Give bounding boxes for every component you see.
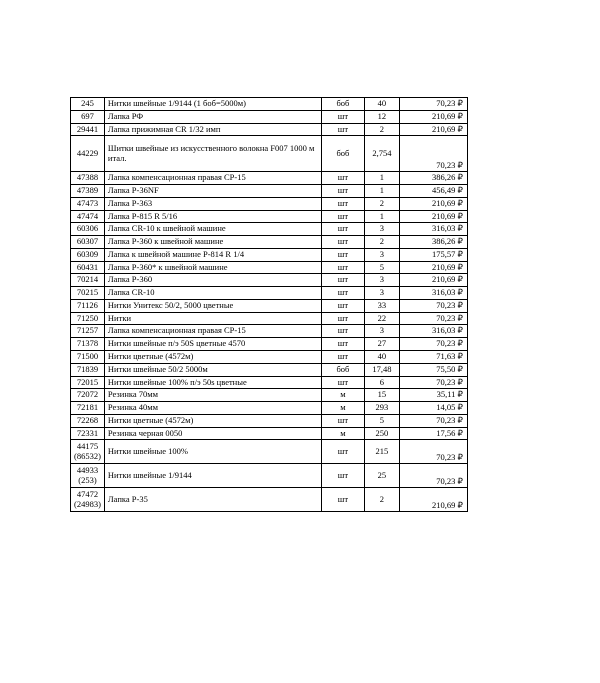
cell-name: Нитки швейные п/э 50S цветные 4570 (104, 338, 321, 351)
cell-unit: м (321, 402, 364, 415)
cell-code: 47473 (71, 197, 105, 210)
cell-price: 70,23 ₽ (399, 376, 467, 389)
cell-unit: шт (321, 488, 364, 512)
cell-price: 210,69 ₽ (399, 110, 467, 123)
table-row (71, 274, 468, 287)
cell-qty: 2 (364, 123, 399, 136)
cell-unit: шт (321, 312, 364, 325)
cell-code: 72331 (71, 427, 105, 440)
table-row (71, 363, 468, 376)
cell-price: 70,23 ₽ (399, 312, 467, 325)
cell-price: 35,11 ₽ (399, 389, 467, 402)
table-row (71, 325, 468, 338)
cell-code: 71257 (71, 325, 105, 338)
goods-table (70, 97, 468, 512)
cell-qty: 12 (364, 110, 399, 123)
cell-price: 70,23 ₽ (399, 98, 467, 111)
table-row (71, 110, 468, 123)
cell-price: 316,03 ₽ (399, 287, 467, 300)
cell-code: 245 (71, 98, 105, 111)
cell-price: 70,23 ₽ (399, 136, 467, 172)
table-row (71, 351, 468, 364)
table-row (71, 261, 468, 274)
cell-qty: 3 (364, 248, 399, 261)
cell-qty: 2 (364, 488, 399, 512)
cell-qty: 22 (364, 312, 399, 325)
cell-unit: шт (321, 110, 364, 123)
cell-name: Лапка компенсационная правая CP-15 (104, 172, 321, 185)
cell-qty: 2 (364, 197, 399, 210)
cell-price: 210,69 ₽ (399, 210, 467, 223)
cell-qty: 293 (364, 402, 399, 415)
table-row (71, 287, 468, 300)
cell-unit: м (321, 389, 364, 402)
table-row (71, 136, 468, 172)
cell-code: 72072 (71, 389, 105, 402)
table-row (71, 185, 468, 198)
table-row (71, 197, 468, 210)
table-row (71, 389, 468, 402)
cell-qty: 5 (364, 414, 399, 427)
cell-unit: шт (321, 223, 364, 236)
cell-price: 316,03 ₽ (399, 223, 467, 236)
cell-price: 70,23 ₽ (399, 414, 467, 427)
table-row (71, 376, 468, 389)
cell-code: 71378 (71, 338, 105, 351)
cell-price: 210,69 ₽ (399, 488, 467, 512)
cell-name: Лапка CR-10 (104, 287, 321, 300)
cell-name: Лапка к швейной машине P-814 R 1/4 (104, 248, 321, 261)
table-row (71, 427, 468, 440)
cell-name: Нитки швейные 1/9144 (104, 464, 321, 488)
cell-name: Лапка CR-10 к швейной машине (104, 223, 321, 236)
cell-qty: 3 (364, 223, 399, 236)
table-row (71, 402, 468, 415)
cell-price: 175,57 ₽ (399, 248, 467, 261)
cell-name: Резинка черная 0050 (104, 427, 321, 440)
cell-qty: 1 (364, 185, 399, 198)
cell-code: 71839 (71, 363, 105, 376)
table-row (71, 172, 468, 185)
cell-code: 60309 (71, 248, 105, 261)
cell-qty: 3 (364, 325, 399, 338)
cell-name: Лапка P-360 (104, 274, 321, 287)
cell-qty: 33 (364, 299, 399, 312)
cell-name: Нитки (104, 312, 321, 325)
cell-unit: шт (321, 325, 364, 338)
cell-code: 60306 (71, 223, 105, 236)
cell-name: Лапка P-363 (104, 197, 321, 210)
cell-price: 456,49 ₽ (399, 185, 467, 198)
cell-code: 29441 (71, 123, 105, 136)
cell-qty: 5 (364, 261, 399, 274)
cell-qty: 40 (364, 351, 399, 364)
cell-name: Лапка P-35 (104, 488, 321, 512)
cell-code: 70215 (71, 287, 105, 300)
cell-name: Резинка 70мм (104, 389, 321, 402)
cell-code: 47389 (71, 185, 105, 198)
cell-unit: шт (321, 197, 364, 210)
cell-price: 316,03 ₽ (399, 325, 467, 338)
cell-code: 60431 (71, 261, 105, 274)
cell-price: 75,50 ₽ (399, 363, 467, 376)
cell-qty: 1 (364, 210, 399, 223)
cell-qty: 27 (364, 338, 399, 351)
cell-unit: шт (321, 287, 364, 300)
cell-code: 71500 (71, 351, 105, 364)
cell-qty: 1 (364, 172, 399, 185)
cell-unit: боб (321, 98, 364, 111)
cell-qty: 17,48 (364, 363, 399, 376)
table-row (71, 464, 468, 488)
table-row (71, 210, 468, 223)
table-row (71, 488, 468, 512)
table-row (71, 236, 468, 249)
cell-unit: шт (321, 261, 364, 274)
cell-qty: 3 (364, 287, 399, 300)
cell-unit: шт (321, 248, 364, 261)
cell-unit: шт (321, 123, 364, 136)
table-row (71, 98, 468, 111)
goods-table-body (71, 98, 468, 512)
cell-qty: 25 (364, 464, 399, 488)
cell-price: 210,69 ₽ (399, 123, 467, 136)
cell-name: Лапка компенсационная правая CP-15 (104, 325, 321, 338)
cell-unit: шт (321, 376, 364, 389)
table-row (71, 223, 468, 236)
cell-name: Шитки швейные из искусственного волокна F007 1000 м итал. (104, 136, 321, 172)
cell-price: 71,63 ₽ (399, 351, 467, 364)
cell-unit: шт (321, 172, 364, 185)
cell-code: 72181 (71, 402, 105, 415)
cell-qty: 215 (364, 440, 399, 464)
cell-unit: м (321, 427, 364, 440)
cell-name: Нитки швейные 100% (104, 440, 321, 464)
cell-unit: шт (321, 440, 364, 464)
cell-unit: шт (321, 464, 364, 488)
cell-unit: боб (321, 136, 364, 172)
cell-code: 72015 (71, 376, 105, 389)
cell-price: 210,69 ₽ (399, 261, 467, 274)
cell-code: 71250 (71, 312, 105, 325)
table-row (71, 312, 468, 325)
cell-code: 697 (71, 110, 105, 123)
cell-unit: шт (321, 414, 364, 427)
cell-price: 70,23 ₽ (399, 338, 467, 351)
table-row (71, 299, 468, 312)
cell-price: 70,23 ₽ (399, 440, 467, 464)
cell-qty: 2 (364, 236, 399, 249)
cell-unit: шт (321, 236, 364, 249)
table-row (71, 414, 468, 427)
table-row (71, 123, 468, 136)
cell-code: 47474 (71, 210, 105, 223)
cell-price: 210,69 ₽ (399, 274, 467, 287)
cell-name: Нитки цветные (4572м) (104, 351, 321, 364)
cell-price: 70,23 ₽ (399, 464, 467, 488)
cell-code: 44175 (86532) (71, 440, 105, 464)
cell-unit: шт (321, 185, 364, 198)
cell-code: 60307 (71, 236, 105, 249)
cell-name: Лапка прижимная CR 1/32 имп (104, 123, 321, 136)
cell-code: 71126 (71, 299, 105, 312)
cell-code: 47472 (24983) (71, 488, 105, 512)
cell-name: Лапка РФ (104, 110, 321, 123)
cell-name: Нитки Унитекс 50/2, 5000 цветные (104, 299, 321, 312)
cell-name: Нитки швейные 100% п/э 50s цветные (104, 376, 321, 389)
cell-qty: 3 (364, 274, 399, 287)
cell-unit: шт (321, 338, 364, 351)
cell-qty: 15 (364, 389, 399, 402)
cell-qty: 2,754 (364, 136, 399, 172)
table-row (71, 440, 468, 464)
cell-qty: 6 (364, 376, 399, 389)
cell-price: 70,23 ₽ (399, 299, 467, 312)
cell-code: 44933 (253) (71, 464, 105, 488)
table-row (71, 338, 468, 351)
cell-qty: 40 (364, 98, 399, 111)
cell-name: Лапка P-36NF (104, 185, 321, 198)
cell-price: 210,69 ₽ (399, 197, 467, 210)
cell-price: 14,05 ₽ (399, 402, 467, 415)
cell-unit: шт (321, 299, 364, 312)
cell-name: Лапка P-360* к швейной машине (104, 261, 321, 274)
cell-code: 44229 (71, 136, 105, 172)
cell-code: 72268 (71, 414, 105, 427)
cell-qty: 250 (364, 427, 399, 440)
cell-name: Нитки швейные 1/9144 (1 боб=5000м) (104, 98, 321, 111)
cell-code: 47388 (71, 172, 105, 185)
cell-price: 386,26 ₽ (399, 236, 467, 249)
cell-unit: шт (321, 351, 364, 364)
cell-name: Лапка P-360 к швейной машине (104, 236, 321, 249)
table-row (71, 248, 468, 261)
cell-price: 386,26 ₽ (399, 172, 467, 185)
cell-code: 70214 (71, 274, 105, 287)
cell-name: Нитки цветные (4572м) (104, 414, 321, 427)
cell-name: Нитки швейные 50/2 5000м (104, 363, 321, 376)
cell-name: Лапка P-815 R 5/16 (104, 210, 321, 223)
cell-unit: боб (321, 363, 364, 376)
cell-name: Резинка 40мм (104, 402, 321, 415)
cell-unit: шт (321, 210, 364, 223)
cell-price: 17,56 ₽ (399, 427, 467, 440)
cell-unit: шт (321, 274, 364, 287)
